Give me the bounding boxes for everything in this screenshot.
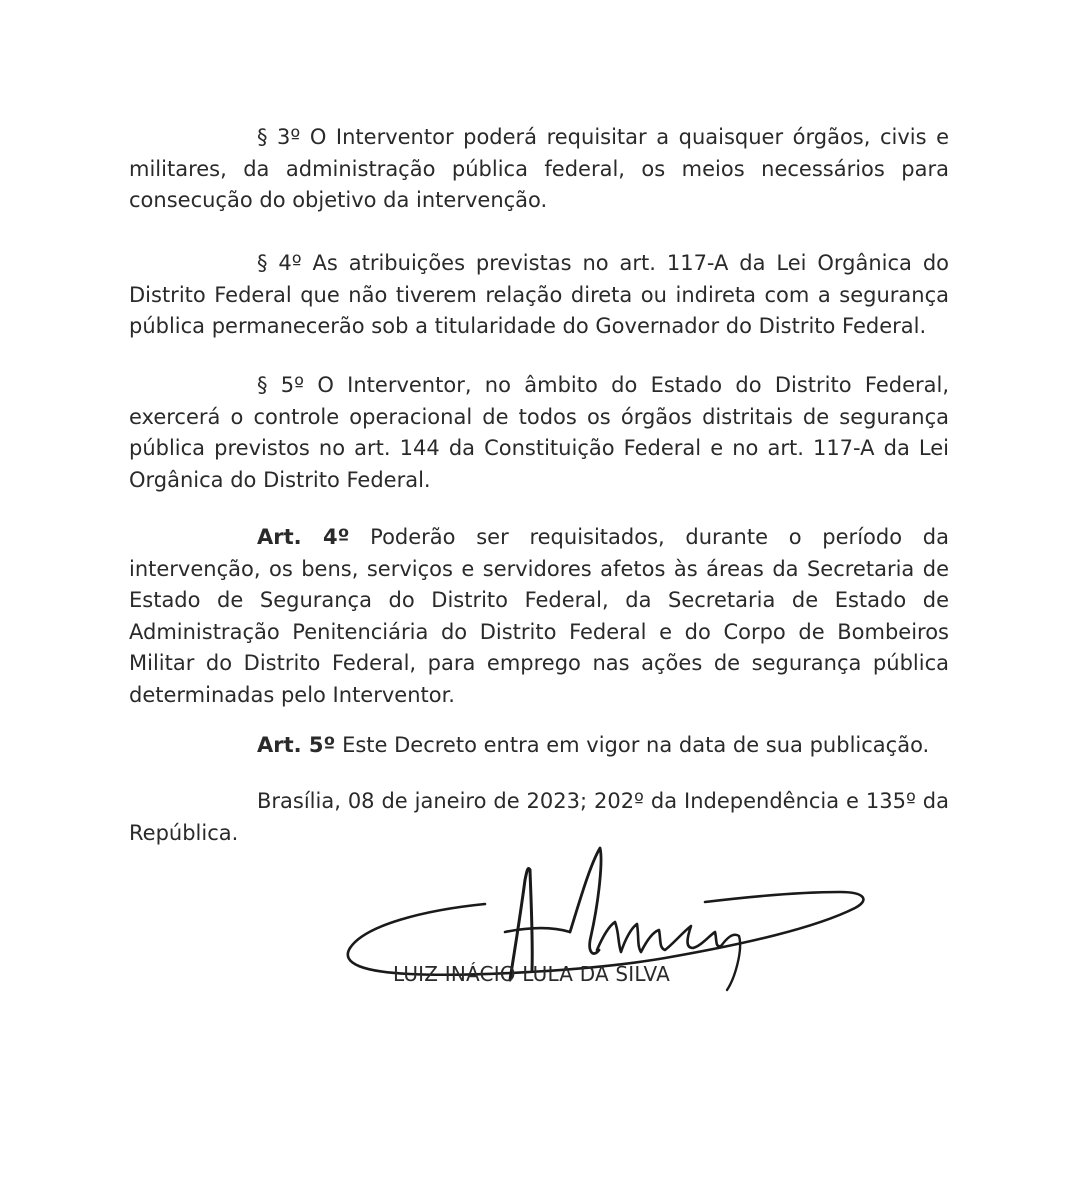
article-4-label: Art. 4º (257, 525, 350, 549)
article-4-text: Poderão ser requisitados, durante o período da intervenção, os bens, serviços e servidores afetos às áreas da Secretaria de Estado de Segurança do Distrito Federal, da Secretaria de Estado de Administração Penitenciária do Distrito Federal e do Corpo de Bombeiros Militar do Distrito Federal, para emprego nas ações de segurança pública determinadas pelo Interventor. (129, 525, 949, 707)
date-line: Brasília, 08 de janeiro de 2023; 202º da Independência e 135º da República. (129, 789, 949, 845)
article-5 (129, 730, 949, 762)
paragraph-5: § 5º O Interventor, no âmbito do Estado do Distrito Federal, exercerá o controle operacional de todos os órgãos distritais de segurança pública previstos no art. 144 da Constituição Federal e no art. 117-A da Lei Orgânica do Distrito Federal. (129, 373, 949, 492)
signer-name: LUIZ INÁCIO LULA DA SILVA (393, 962, 671, 986)
article-5-label: Art. 5º (257, 733, 336, 757)
article-4 (129, 522, 949, 711)
paragraph-3: § 3º O Interventor poderá requisitar a quaisquer órgãos, civis e militares, da administração pública federal, os meios necessários para consecução do objetivo da intervenção. (129, 125, 949, 212)
article-5-text: Este Decreto entra em vigor na data de sua publicação. (335, 733, 930, 757)
paragraph-4: § 4º As atribuições previstas no art. 117-A da Lei Orgânica do Distrito Federal que não tiverem relação direta ou indireta com a segurança pública permanecerão sob a titularidade do Governador do Distrito Federal. (129, 251, 949, 338)
